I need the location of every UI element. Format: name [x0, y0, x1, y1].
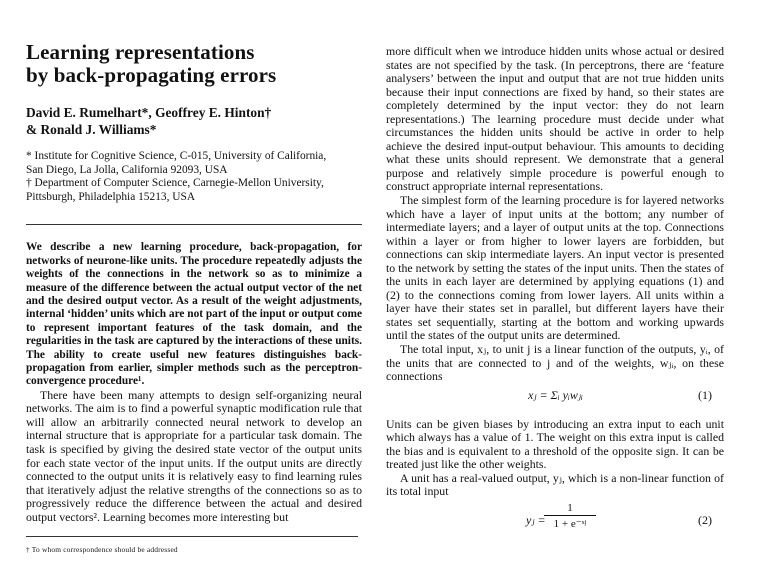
- author-list: [26, 104, 362, 138]
- affiliations: [26, 150, 362, 204]
- paragraph-real-valued-output: A unit has a real-valued output, yⱼ, which is a non-linear function of its total input: [386, 470, 724, 499]
- right-column: [386, 45, 724, 539]
- affiliation-line-2: San Diego, La Jolla, California 92093, USA: [26, 163, 228, 176]
- paragraph-layered-networks: The simplest form of the learning procedure is for layered networks which have a layer of input units at the bottom; any number of intermediate layers; and a layer of output units at the top. Connections within a layer or from higher to lower layers are forbidden, but connections can skip intermediate layers. An input vector is presented to the network by setting the states of the input units. Then the states of the units in each layer are determined by applying equations (1) and (2) to the connections coming from lower layers. All units within a layer have their states set in parallel, but different layers have their states set sequentially, starting at the bottom and working upwards until the states of the output units are determined.: [386, 193, 724, 343]
- equation-2-denominator: 1 + e⁻ˣʲ: [553, 517, 587, 530]
- equation-2-numerator: 1: [567, 501, 573, 514]
- title-line-1: Learning representations: [26, 40, 255, 64]
- header-divider: [26, 224, 362, 225]
- equation-2: [386, 499, 724, 539]
- affiliation-line-1: * Institute for Cognitive Science, C-015, University of California,: [26, 150, 327, 162]
- abstract: We describe a new learning procedure, back-propagation, for networks of neurone-like units. The procedure repeatedly adjusts the weights of the connections in the network so as to minimize a measure of the difference between the actual output vector of the net and the desired output vector. As a result of the weight adjustments, internal ‘hidden’ units which are not part of the input or output come to represent important features of the task domain, and the regularities in the task are captured by the interactions of these units. The ability to create useful new features distinguishes back-propagation from earlier, simpler methods such as the perceptron-convergence procedure¹.: [26, 241, 362, 388]
- left-column: [26, 41, 362, 554]
- affiliation-line-4: Pittsburgh, Philadelphia 15213, USA: [26, 190, 196, 203]
- authors-line-2: & Ronald J. Williams*: [26, 122, 157, 137]
- equation-2-lhs: yⱼ =: [526, 512, 546, 527]
- paragraph-hidden-units: more difficult when we introduce hidden units whose actual or desired states are not specified by the task. (In perceptrons, there are ‘feature analysers’ between the input and output that are not true hidden units because their input connections are fixed by hand, so their states are completely determined by the input vector: they do not learn representations.) The learning procedure must decide under what circumstances the hidden units should be active in order to help achieve the desired input-output behaviour. This amounts to deciding what these units should represent. We demonstrate that a general purpose and relatively simple procedure is powerful enough to construct appropriate internal representations.: [386, 44, 724, 194]
- footnote-divider: [26, 536, 358, 537]
- paper-title: [26, 41, 362, 87]
- equation-1-formula: xⱼ = Σᵢ yᵢwⱼᵢ: [528, 387, 583, 402]
- intro-paragraph: There have been many attempts to design self-organizing neural networks. The aim is to find a powerful synaptic modification rule that will allow an arbitrarily connected neural network to develop an internal structure that is appropriate for a particular task domain. The task is specified by giving the desired state vector of the output units for each state vector of the input units. If the output units are directly connected to the output units it is relatively easy to find learning rules that iteratively adjust the relative strengths of the connections so as to progressively reduce the difference between the actual and desired output vectors². Learning becomes more interesting but: [26, 387, 362, 524]
- fraction-bar: [544, 515, 596, 516]
- equation-1-number: (1): [698, 387, 712, 402]
- equation-2-number: (2): [698, 512, 712, 527]
- paragraph-biases: Units can be given biases by introducing an extra input to each unit which always has a value of 1. The weight on this extra input is called the bias and is equivalent to a threshold of the opposite sign. It can be treated just like the other weights.: [386, 416, 724, 472]
- authors-line-1: David E. Rumelhart*, Geoffrey E. Hinton†: [26, 105, 272, 120]
- paragraph-total-input: The total input, xⱼ, to unit j is a linear function of the outputs, yᵢ, of the units that are connected to j and of the weights, wⱼᵢ, on these connections: [386, 342, 724, 384]
- equation-1: [386, 384, 724, 408]
- affiliation-line-3: † Department of Computer Science, Carnegie-Mellon University,: [26, 177, 324, 190]
- footnote: † To whom correspondence should be addressed: [26, 545, 178, 555]
- title-line-2: by back-propagating errors: [26, 63, 277, 87]
- equation-2-fraction: [544, 502, 596, 530]
